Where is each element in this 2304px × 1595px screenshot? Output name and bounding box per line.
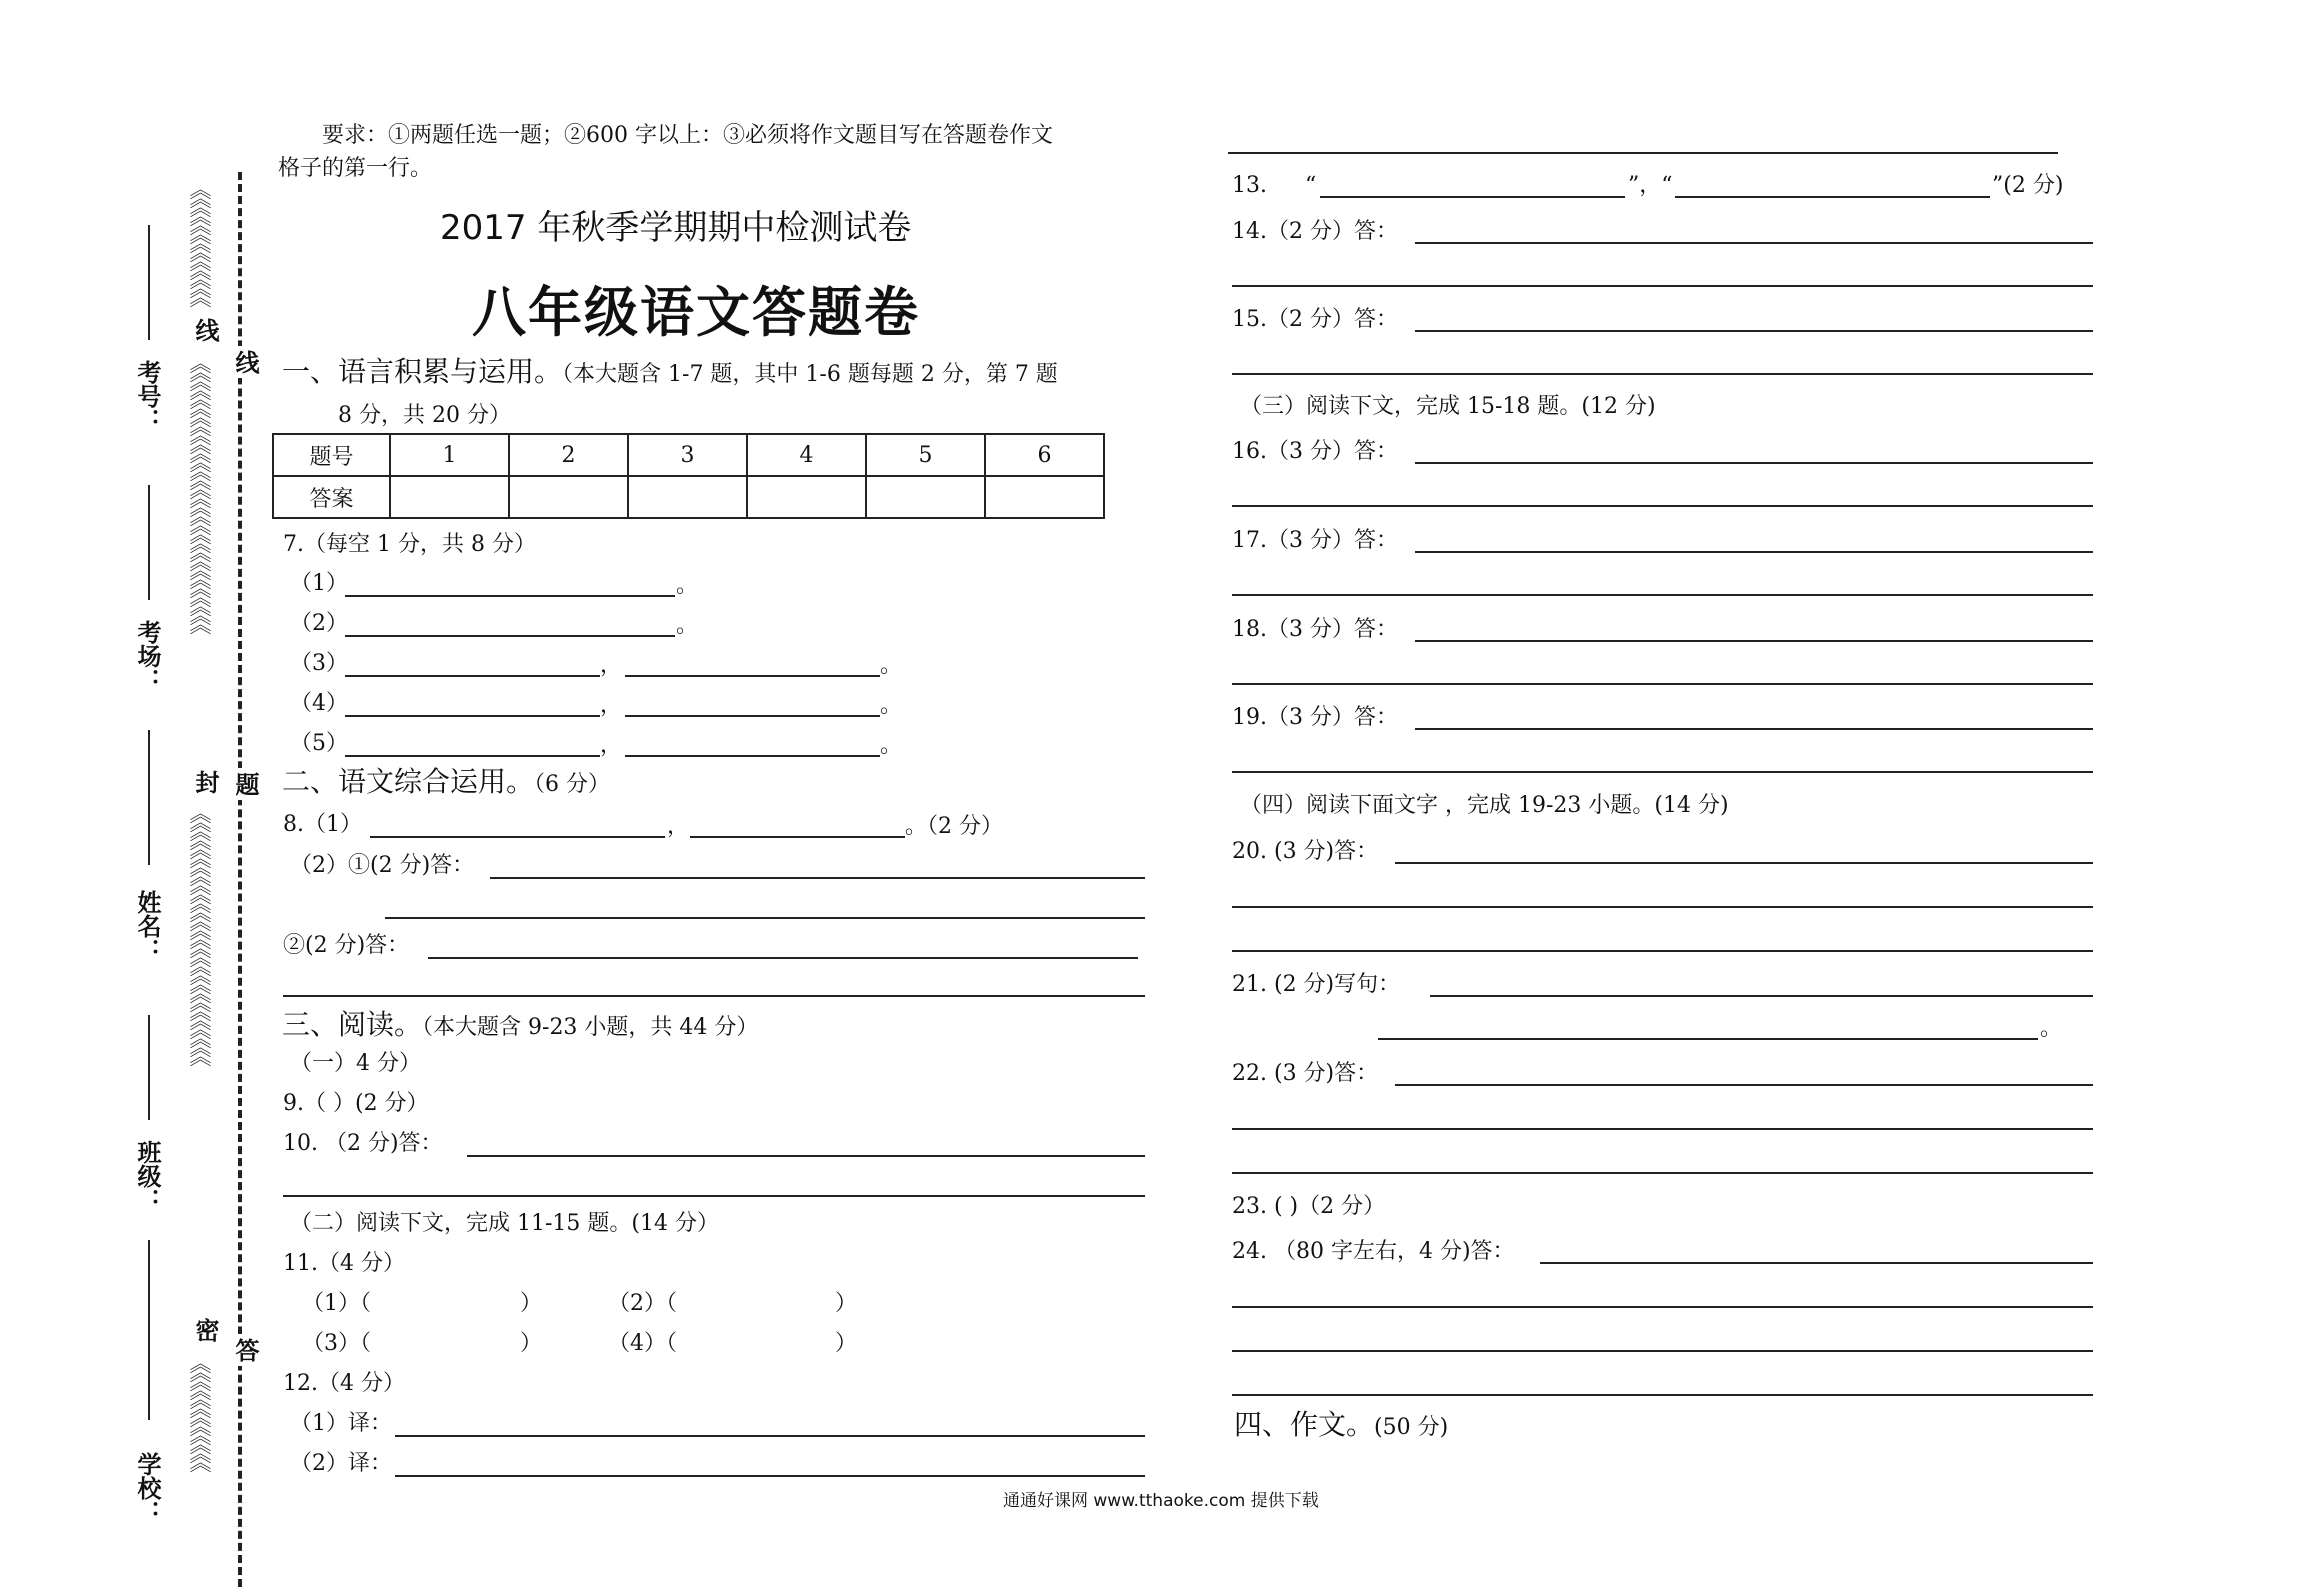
- q8-1-score: 。（2 分）: [905, 814, 1003, 839]
- q12-continued-line[interactable]: [1228, 152, 2058, 154]
- answer-cell-2[interactable]: [509, 476, 628, 518]
- q20-line-2[interactable]: [1232, 906, 2093, 908]
- q13-number: 13.: [1232, 173, 1267, 198]
- q24-line-2[interactable]: [1232, 1306, 2093, 1308]
- q7-period-5: 。: [880, 733, 903, 758]
- q15-line-2[interactable]: [1232, 373, 2093, 375]
- q10-line-2[interactable]: [283, 1195, 1145, 1197]
- q7-item-1: （1）: [290, 571, 348, 596]
- q11-item-4-open: （4）（: [608, 1331, 677, 1356]
- q24-label: 24. （80 字左右，4 分)答：: [1232, 1239, 1515, 1264]
- main-title: 八年级语文答题卷: [472, 280, 920, 344]
- q22-line-1[interactable]: [1395, 1084, 2093, 1086]
- q7-comma-3: ，: [600, 653, 623, 678]
- q7-period-3: 。: [880, 653, 903, 678]
- answer-cell-1[interactable]: [390, 476, 509, 518]
- q12-label: 12.（4 分）: [283, 1371, 405, 1396]
- requirement-line1: 要求：①两题任选一题；②600 字以上：③必须将作文题目写在答题卷作文: [322, 123, 1053, 148]
- q21-line-1[interactable]: [1430, 995, 2093, 997]
- q7-blank-1[interactable]: [345, 595, 675, 597]
- section3-heading: [282, 1008, 758, 1042]
- table-header-number: 题号: [273, 434, 390, 476]
- table-header-answer: 答案: [273, 476, 390, 518]
- q10-line-1[interactable]: [467, 1155, 1145, 1157]
- section1-note-cont: 8 分，共 20 分）: [338, 403, 511, 428]
- section2-title: 二、语文综合运用。: [282, 765, 535, 798]
- q18-label: 18.（3 分）答：: [1232, 617, 1398, 642]
- q11-label: 11.（4 分）: [283, 1251, 405, 1276]
- q13-blank-1[interactable]: [1320, 196, 1625, 198]
- q8-2b-line-1[interactable]: [428, 957, 1138, 959]
- inner-mark-ti: 题: [228, 768, 263, 800]
- table-col-1: 1: [390, 434, 509, 476]
- exam-title: 2017 年秋季学期期中检测试卷: [440, 208, 912, 248]
- q11-item-2-close: ）: [835, 1291, 858, 1316]
- q18-line-1[interactable]: [1415, 640, 2093, 642]
- answer-cell-5[interactable]: [866, 476, 985, 518]
- q24-line-4[interactable]: [1232, 1394, 2093, 1396]
- q7-blank-5b[interactable]: [625, 755, 880, 757]
- answer-table: [272, 433, 1105, 519]
- q7-period-4: 。: [880, 693, 903, 718]
- q19-label: 19.（3 分）答：: [1232, 705, 1398, 730]
- binding-chevrons-mid2: 《《《《《《《《《《《《《《《《《《《《《《《《《《《《: [186, 802, 211, 1065]
- q22-line-3[interactable]: [1232, 1172, 2093, 1174]
- q7-label: 7.（每空 1 分，共 8 分）: [283, 532, 536, 557]
- table-col-5: 5: [866, 434, 985, 476]
- label-school: 学校：: [133, 1452, 161, 1524]
- q20-line-3[interactable]: [1232, 950, 2093, 952]
- q22-label: 22. (3 分)答：: [1232, 1061, 1379, 1086]
- class-blank: [148, 1015, 150, 1120]
- q11-item-2-open: （2）（: [608, 1291, 677, 1316]
- q8-1-blank-a[interactable]: [370, 836, 665, 838]
- q7-blank-2[interactable]: [345, 635, 675, 637]
- answer-cell-6[interactable]: [985, 476, 1104, 518]
- q7-item-3: （3）: [290, 651, 348, 676]
- q24-line-1[interactable]: [1540, 1262, 2093, 1264]
- q7-blank-4a[interactable]: [345, 715, 600, 717]
- q9-label: 9.（ ）(2 分）: [283, 1091, 429, 1116]
- part4-label: （四）阅读下面文字 ，完成 19-23 小题。(14 分): [1240, 793, 1729, 818]
- section1-note: （本大题含 1-7 题，其中 1-6 题每题 2 分，第 7 题: [562, 362, 1058, 387]
- q16-line-1[interactable]: [1415, 462, 2093, 464]
- q7-item-5: （5）: [290, 731, 348, 756]
- q7-period-1: 。: [676, 573, 699, 598]
- q21-label: 21. (2 分)写句：: [1232, 972, 1401, 997]
- q7-item-4: （4）: [290, 691, 348, 716]
- q8-2b-line-2[interactable]: [283, 995, 1145, 997]
- q8-1-label: 8.（1）: [283, 812, 362, 837]
- q20-label: 20. (3 分)答：: [1232, 839, 1379, 864]
- q11-item-3-open: （3）（: [302, 1331, 371, 1356]
- section1-heading: [282, 355, 1058, 389]
- q16-label: 16.（3 分）答：: [1232, 439, 1398, 464]
- label-class: 班级：: [133, 1140, 161, 1212]
- q20-line-1[interactable]: [1395, 862, 2093, 864]
- binding-chevrons-bottom: 《《《《《《《《《《《《: [186, 1352, 211, 1471]
- section4-title: 四、作文。: [1234, 1408, 1375, 1441]
- exam-room-blank: [148, 485, 150, 600]
- q12-1-line[interactable]: [395, 1435, 1145, 1437]
- label-name: 姓名：: [133, 890, 161, 962]
- q10-label: 10. （2 分)答：: [283, 1131, 443, 1156]
- q8-2a-line-1[interactable]: [490, 877, 1145, 879]
- q14-line-1[interactable]: [1415, 242, 2093, 244]
- table-col-6: 6: [985, 434, 1104, 476]
- section2-heading: [282, 765, 610, 799]
- q19-line-1[interactable]: [1415, 728, 2093, 730]
- binding-chevrons-mid1: 《《《《《《《《《《《《《《《《《《《《《《《《《《《《《《: [186, 352, 211, 633]
- q13-blank-2[interactable]: [1675, 196, 1990, 198]
- table-col-3: 3: [628, 434, 747, 476]
- q7-blank-4b[interactable]: [625, 715, 880, 717]
- q8-1-blank-b[interactable]: [690, 836, 905, 838]
- name-blank: [148, 730, 150, 865]
- q12-1-label: （1）译：: [290, 1411, 392, 1436]
- q23-label: 23. ( )（2 分）: [1232, 1194, 1386, 1219]
- q8-2a-line-2[interactable]: [385, 917, 1145, 919]
- q12-2-label: （2）译：: [290, 1451, 392, 1476]
- label-exam-number: 考号：: [133, 360, 161, 432]
- inner-mark-xian: 线: [228, 346, 263, 378]
- q15-label: 15.（2 分）答：: [1232, 307, 1398, 332]
- section4-heading: [1234, 1408, 1448, 1442]
- q13-score: ”(2 分): [1992, 173, 2064, 198]
- q7-period-2: 。: [676, 613, 699, 638]
- q21-period: 。: [2040, 1016, 2063, 1041]
- section1-title: 一、语言积累与运用。: [282, 355, 563, 388]
- q7-comma-5: ，: [600, 733, 623, 758]
- q21-line-2[interactable]: [1378, 1038, 2038, 1040]
- binding-chevrons-top: 《《《《《《《《《《《《《: [186, 178, 211, 306]
- q7-blank-5a[interactable]: [345, 755, 600, 757]
- q11-item-1-open: （1）（: [302, 1291, 371, 1316]
- footer-source: 通通好课网 www.tthaoke.com 提供下载: [1003, 1491, 1319, 1511]
- answer-cell-4[interactable]: [747, 476, 866, 518]
- q13-quote-open: “: [1305, 173, 1317, 198]
- q11-item-4-close: ）: [835, 1331, 858, 1356]
- q11-item-3-close: ）: [520, 1331, 543, 1356]
- q19-line-2[interactable]: [1232, 771, 2093, 773]
- q7-blank-3a[interactable]: [345, 675, 600, 677]
- part2-label: （二）阅读下文，完成 11-15 题。(14 分）: [290, 1211, 719, 1236]
- q14-line-2[interactable]: [1232, 285, 2093, 287]
- section3-title: 三、阅读。: [282, 1008, 423, 1041]
- q8-2a-label: （2）①(2 分)答：: [290, 853, 475, 878]
- q12-2-line[interactable]: [395, 1475, 1145, 1477]
- part3-label: （三）阅读下文，完成 15-18 题。(12 分): [1240, 394, 1656, 419]
- q17-line-1[interactable]: [1415, 551, 2093, 553]
- q7-blank-3b[interactable]: [625, 675, 880, 677]
- label-exam-room: 考场：: [133, 620, 161, 692]
- answer-cell-3[interactable]: [628, 476, 747, 518]
- school-blank: [148, 1240, 150, 1420]
- binding-dashed-line: [238, 172, 242, 1587]
- q7-comma-4: ，: [600, 693, 623, 718]
- exam-number-blank: [148, 225, 150, 340]
- q24-line-3[interactable]: [1232, 1350, 2093, 1352]
- binding-mark-feng: 封: [191, 770, 219, 794]
- q11-item-1-close: ）: [520, 1291, 543, 1316]
- q15-line-1[interactable]: [1415, 330, 2093, 332]
- part1-label: （一）4 分）: [290, 1051, 421, 1076]
- q18-line-2[interactable]: [1232, 683, 2093, 685]
- q17-line-2[interactable]: [1232, 594, 2093, 596]
- q16-line-2[interactable]: [1232, 505, 2093, 507]
- inner-mark-da: 答: [228, 1334, 263, 1366]
- binding-mark-mi: 密: [191, 1318, 219, 1342]
- q7-item-2: （2）: [290, 611, 348, 636]
- table-col-4: 4: [747, 434, 866, 476]
- q8-1-comma: ，: [667, 814, 690, 839]
- q22-line-2[interactable]: [1232, 1128, 2093, 1130]
- q13-quote-mid: ”，“: [1628, 173, 1673, 198]
- section4-note: (50 分): [1374, 1415, 1449, 1440]
- q14-label: 14.（2 分）答：: [1232, 219, 1398, 244]
- q17-label: 17.（3 分）答：: [1232, 528, 1398, 553]
- section2-note: （6 分）: [534, 772, 611, 797]
- section3-note: （本大题含 9-23 小题，共 44 分）: [422, 1015, 759, 1040]
- binding-mark-xian: 线: [191, 318, 219, 342]
- requirement-line2: 格子的第一行。: [278, 156, 433, 181]
- q8-2b-label: ②(2 分)答：: [283, 933, 410, 958]
- table-col-2: 2: [509, 434, 628, 476]
